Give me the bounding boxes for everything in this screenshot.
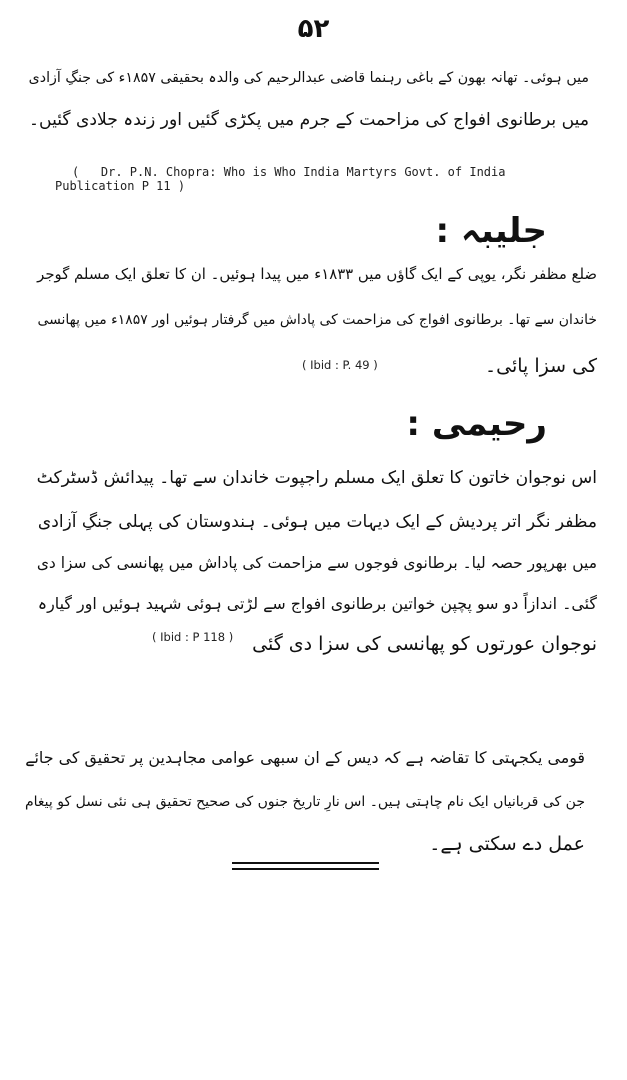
citation-ref: ( Ibid : P. 49 ): [302, 358, 378, 372]
paragraph-line: قومی یکجہتی کا تقاضہ ہے کہ دیس کے ان سبھی عوامی مجاہدین پر تحقیق کی جائے: [25, 748, 585, 767]
paragraph-line: مظفر نگر اتر پردیش کے ایک دیہات میں ہوئی۔ ہندوستان کی پہلی جنگِ آزادی: [37, 512, 597, 532]
paragraph-line: میں برطانوی افواج کی مزاحمت کے جرم میں پکڑی گئیں اور زندہ جلادی گئیں۔: [29, 110, 589, 130]
paragraph-line: ضلع مظفر نگر، یوپی کے ایک گاؤں میں ۱۸۳۳ء میں پیدا ہوئیں۔ ان کا تعلق ایک مسلم گوجر: [37, 265, 597, 283]
paragraph-line: کی سزا پائی۔: [485, 355, 597, 377]
citation-line: Publication P 11 ): [55, 179, 186, 193]
paragraph-line: گئی۔ اندازاً دو سو پچپن خواتین برطانوی افواج سے لڑتی ہوئی شہید ہوئیں اور گیارہ: [37, 594, 597, 613]
paragraph-line: عمل دے سکتی ہے۔: [429, 833, 585, 855]
page-number: ۵۲: [297, 14, 330, 44]
citation-line: ( Dr. P.N. Chopra: Who is Who India Martyrs Govt. of India: [72, 165, 506, 179]
paragraph-line: میں بھرپور حصہ لیا۔ برطانوی فوجوں سے مزاحمت کی پاداش میں پھانسی کی سزا دی: [36, 554, 597, 572]
paragraph-line: میں ہوئی۔ تھانہ بھون کے باغی رہنما قاضی عبدالرحیم کی والدہ بحقیقی ۱۸۵۷ء کی جنگِ آزادی: [28, 70, 589, 86]
section-heading-raheemi: رحیمی :: [406, 404, 547, 444]
section-divider: [232, 862, 379, 864]
section-divider: [232, 868, 379, 870]
paragraph-line: جن کی قربانیاں ایک نام چاہتی ہیں۔ اس نارِ تاریخ جنوں کی صحیح تحقیق ہی نئی نسل کو پیغام: [24, 794, 585, 810]
paragraph-line: اس نوجوان خاتون کا تعلق ایک مسلم راجپوت خاندان سے تھا۔ پیدائش ڈسٹرکٹ: [36, 468, 597, 488]
paragraph-line: نوجوان عورتوں کو پھانسی کی سزا دی گئی: [252, 633, 597, 655]
paragraph-line: خاندان سے تھا۔ برطانوی افواج کی مزاحمت کی پاداش میں گرفتار ہوئیں اور ۱۸۵۷ء میں پھانسی: [37, 312, 597, 328]
citation-ref: ( Ibid : P 118 ): [152, 630, 234, 644]
section-heading-jaleeba: جلیبہ :: [435, 211, 547, 251]
